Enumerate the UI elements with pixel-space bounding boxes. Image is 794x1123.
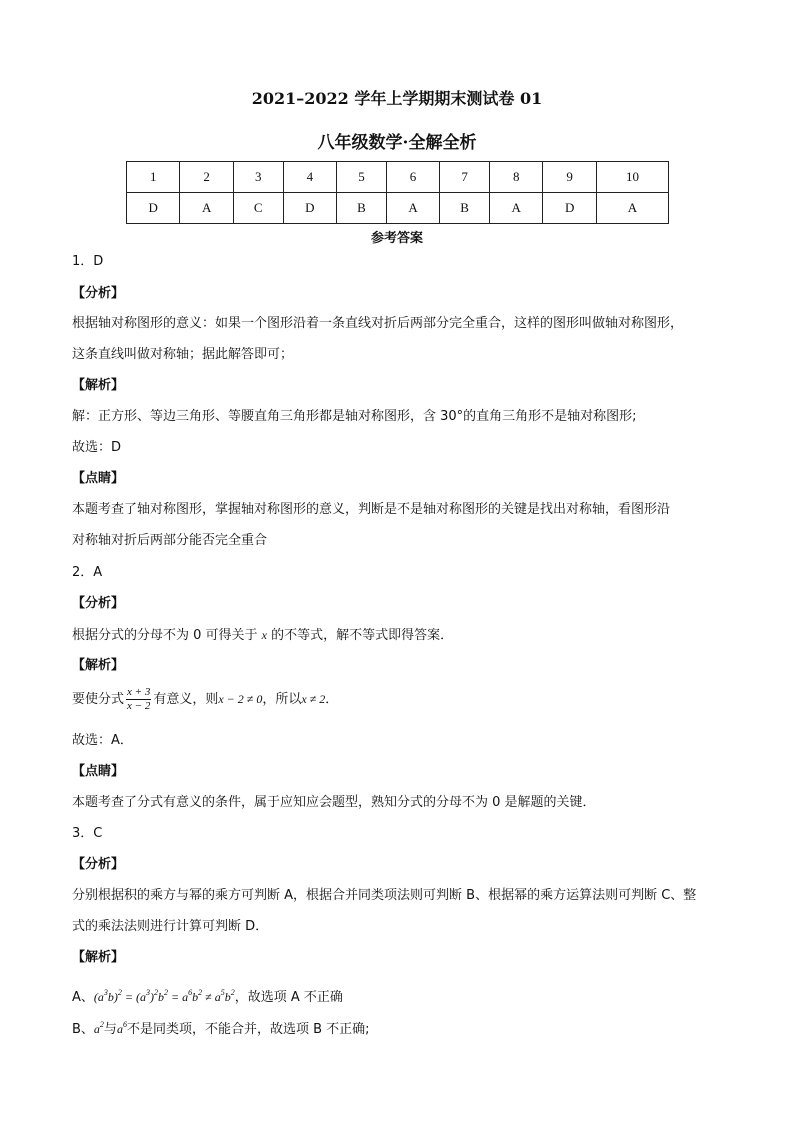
table-cell: D [283,193,336,224]
table-cell: 9 [543,162,596,193]
math-expression: x − 2 ≠ 0 [218,692,263,706]
table-cell: A [596,193,668,224]
table-cell: B [337,193,387,224]
exam-title: 2021–2022 学年上学期期末测试卷 01 [251,89,543,108]
text-span: 不是同类项，不能合并，故选项 B 不正确; [126,1022,370,1037]
answer-table-number-row [127,162,669,193]
text-span: ． [325,692,339,707]
q2-analysis-tag: 【分析】 [72,596,125,611]
table-cell: A [490,193,543,224]
q1-solution-tag: 【解析】 [72,378,125,393]
answer-caption: 参考答案 [370,231,423,246]
math-expression: $a^6$ [116,1020,127,1036]
q1-comment-tag: 【点睛】 [72,471,125,486]
q3-analysis-line: 分别根据积的乘方与幂的乘方可判断 A，根据合并同类项法则可判断 B、根据幂的乘方运算法则可判断 C、整 [72,888,697,903]
fraction [126,686,151,713]
q2-comment-line: 本题考查了分式有意义的条件，属于应知应会题型，熟知分式的分母不为 0 是解题的关键． [72,795,596,810]
text-span: B、 [72,1022,94,1037]
table-cell: 2 [180,162,233,193]
q3-analysis-line: 式的乘法法则进行计算可判断 D． [72,919,269,934]
table-cell: 6 [386,162,439,193]
table-cell: 7 [440,162,490,193]
text-span: 要使分式 [72,692,125,707]
text-span: 根据分式的分母不为 0 可得关于 [72,628,262,643]
text-span: 的不等式，解不等式即得答案． [267,628,454,643]
q2-choice: 故选：A． [72,733,133,748]
table-cell: 1 [127,162,180,193]
table-cell: 4 [283,162,336,193]
text-span: ，所以 [262,692,302,707]
q1-comment-line: 本题考查了轴对称图形，掌握轴对称图形的意义，判断是不是轴对称图形的关键是找出对称轴，看图形沿 [72,502,671,517]
math-variable: x [261,628,267,642]
text-span: ，故选项 A 不正确 [234,990,343,1005]
q1-analysis-line: 根据轴对称图形的意义：如果一个图形沿着一条直线对折后两部分完全重合，这样的图形叫做轴对称图形， [72,316,684,331]
exam-subtitle: 八年级数学·全解全析 [317,133,477,153]
table-cell: 5 [337,162,387,193]
answer-table [126,161,669,224]
q3-option-b [72,1016,370,1039]
table-cell: 3 [233,162,283,193]
table-cell: D [543,193,596,224]
q3-heading: 3．C [72,826,103,841]
q1-comment-line: 对称轴对折后两部分能否完全重合 [72,533,268,548]
table-cell: B [440,193,490,224]
math-expression: $(a^3b)^2 = (a^3)^2b^2 = a^6b^2 \ne a^5b^2$ [93,988,235,1004]
q2-heading: 2．A [72,565,103,580]
q2-comment-tag: 【点睛】 [72,764,125,779]
text-span: A、 [72,990,94,1005]
q1-heading: 1．D [72,254,104,269]
table-cell: D [127,193,180,224]
fraction-denominator: x − 2 [127,700,151,712]
q1-analysis-line: 这条直线叫做对称轴；据此解答即可； [72,347,294,362]
q1-solution-line: 解：正方形、等边三角形、等腰直角三角形都是轴对称图形，含 30°的直角三角形不是轴对称图形; [72,409,637,424]
text-span: 有意义，则 [153,692,219,707]
math-expression: $a^2$ [93,1020,104,1036]
math-expression: x ≠ 2 [301,692,326,706]
q3-solution-tag: 【解析】 [72,950,125,965]
q3-analysis-tag: 【分析】 [72,857,125,872]
text-span: 与 [103,1022,117,1037]
q1-analysis-tag: 【分析】 [72,286,125,301]
table-cell: C [233,193,283,224]
q3-option-a [72,984,343,1007]
q2-solution-line [72,686,338,713]
table-cell: A [386,193,439,224]
table-cell: 10 [596,162,668,193]
q2-solution-tag: 【解析】 [72,658,125,673]
table-cell: 8 [490,162,543,193]
fraction-numerator: x + 3 [127,686,151,698]
q1-choice: 故选：D [72,440,122,455]
answer-table-answer-row [127,193,669,224]
table-cell: A [180,193,233,224]
q2-analysis-line [72,626,453,645]
